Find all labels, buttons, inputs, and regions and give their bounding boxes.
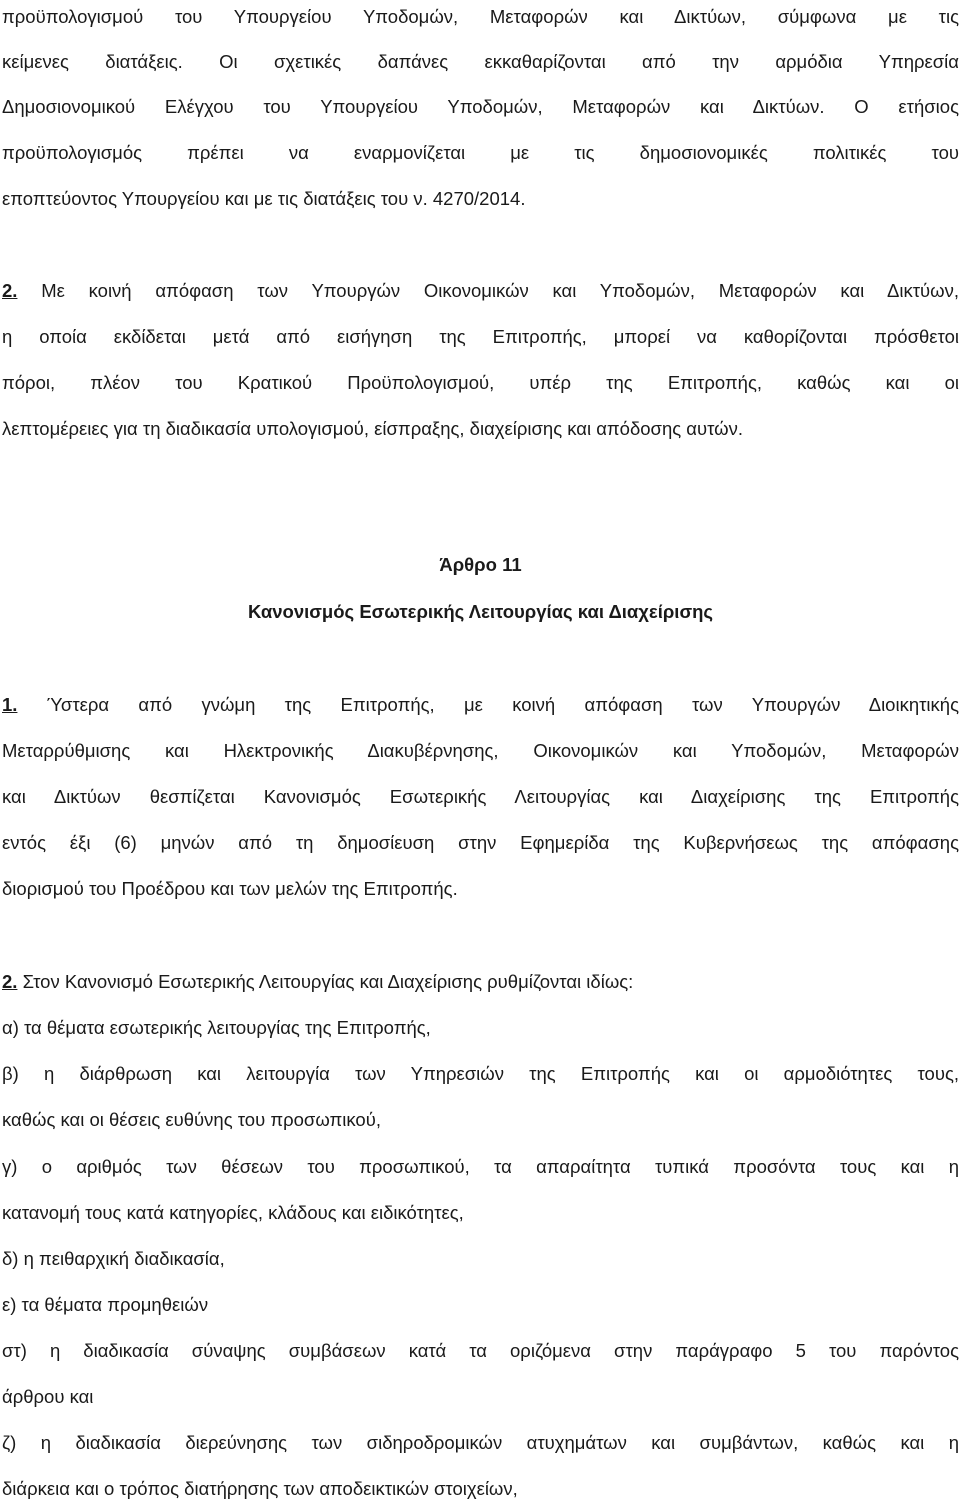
text-line: κείμενες διατάξεις. Οι σχετικές δαπάνες εκκαθαρίζονται από την αρμόδια Υπηρεσία: [2, 51, 959, 72]
line-text: Ύστερα από γνώμη της Επιτροπής, με κοινή απόφαση των Υπουργών Διοικητικής: [17, 694, 959, 715]
text-line: πόροι, πλέον του Κρατικού Προϋπολογισμού, υπέρ της Επιτροπής, καθώς και οι: [2, 372, 959, 393]
text-line: η οποία εκδίδεται μετά από εισήγηση της Επιτροπής, μπορεί να καθορίζονται πρόσθετοι: [2, 326, 959, 347]
line-text: Με κοινή απόφαση των Υπουργών Οικονομικών και Υποδομών, Μεταφορών και Δικτύων,: [17, 280, 959, 301]
text-line: Δημοσιονομικού Ελέγχου του Υπουργείου Υποδομών, Μεταφορών και Δικτύων. Ο ετήσιος: [2, 96, 959, 117]
list-item: στ) η διαδικασία σύναψης συμβάσεων κατά τα οριζόμενα στην παράγραφο 5 του παρόντος: [2, 1340, 959, 1361]
text-line: διορισμού του Προέδρου και των μελών της Επιτροπής.: [2, 878, 458, 899]
text-line: προϋπολογισμού του Υπουργείου Υποδομών, Μεταφορών και Δικτύων, σύμφωνα με τις: [2, 6, 959, 27]
paragraph-number: 1.: [2, 694, 18, 715]
text-line: και Δικτύων θεσπίζεται Κανονισμός Εσωτερικής Λειτουργίας και Διαχείρισης της Επιτροπής: [2, 786, 959, 807]
list-item: καθώς και οι θέσεις ευθύνης του προσωπικού,: [2, 1109, 381, 1130]
list-item: ε) τα θέματα προμηθειών: [2, 1294, 209, 1315]
paragraph-number: 2.: [2, 280, 18, 301]
paragraph-number: 2.: [2, 971, 18, 992]
text-line: λεπτομέρειες για τη διαδικασία υπολογισμού, είσπραξης, διαχείρισης και απόδοσης αυτών.: [2, 418, 744, 439]
text-line: εποπτεύοντος Υπουργείου και με τις διατάξεις του ν. 4270/2014.: [2, 188, 526, 209]
text-line: εντός έξι (6) μηνών από τη δημοσίευση στην Εφημερίδα της Κυβερνήσεως της απόφασης: [2, 832, 959, 853]
list-item: β) η διάρθρωση και λειτουργία των Υπηρεσιών της Επιτροπής και οι αρμοδιότητες τους,: [2, 1063, 959, 1084]
list-item: γ) ο αριθμός των θέσεων του προσωπικού, τα απαραίτητα τυπικά προσόντα τους και η: [2, 1156, 959, 1177]
text-line: προϋπολογισμός πρέπει να εναρμονίζεται με τις δημοσιονομικές πολιτικές του: [2, 142, 959, 163]
text-line: [2, 967, 959, 997]
list-item: α) τα θέματα εσωτερικής λειτουργίας της Επιτροπής,: [2, 1017, 431, 1038]
list-item: διάρκεια και ο τρόπος διατήρησης των αποδεικτικών στοιχείων,: [2, 1478, 518, 1499]
list-item: άρθρου και: [2, 1386, 94, 1407]
line-text: Στον Κανονισμό Εσωτερικής Λειτουργίας και Διαχείρισης ρυθμίζονται ιδίως:: [17, 971, 634, 992]
list-item: ζ) η διαδικασία διερεύνησης των σιδηροδρομικών ατυχημάτων και συμβάντων, καθώς και η: [2, 1432, 959, 1453]
text-line: Μεταρρύθμισης και Ηλεκτρονικής Διακυβέρνησης, Οικονομικών και Υποδομών, Μεταφορών: [2, 740, 959, 761]
list-item: δ) η πειθαρχική διαδικασία,: [2, 1248, 225, 1269]
article-heading: Άρθρο 11: [439, 554, 522, 575]
article-subheading: Κανονισμός Εσωτερικής Λειτουργίας και Διαχείρισης: [247, 601, 714, 622]
list-item: κατανομή τους κατά κατηγορίες, κλάδους και ειδικότητες,: [2, 1202, 464, 1223]
text-line: [2, 690, 959, 720]
text-line: [2, 276, 959, 306]
